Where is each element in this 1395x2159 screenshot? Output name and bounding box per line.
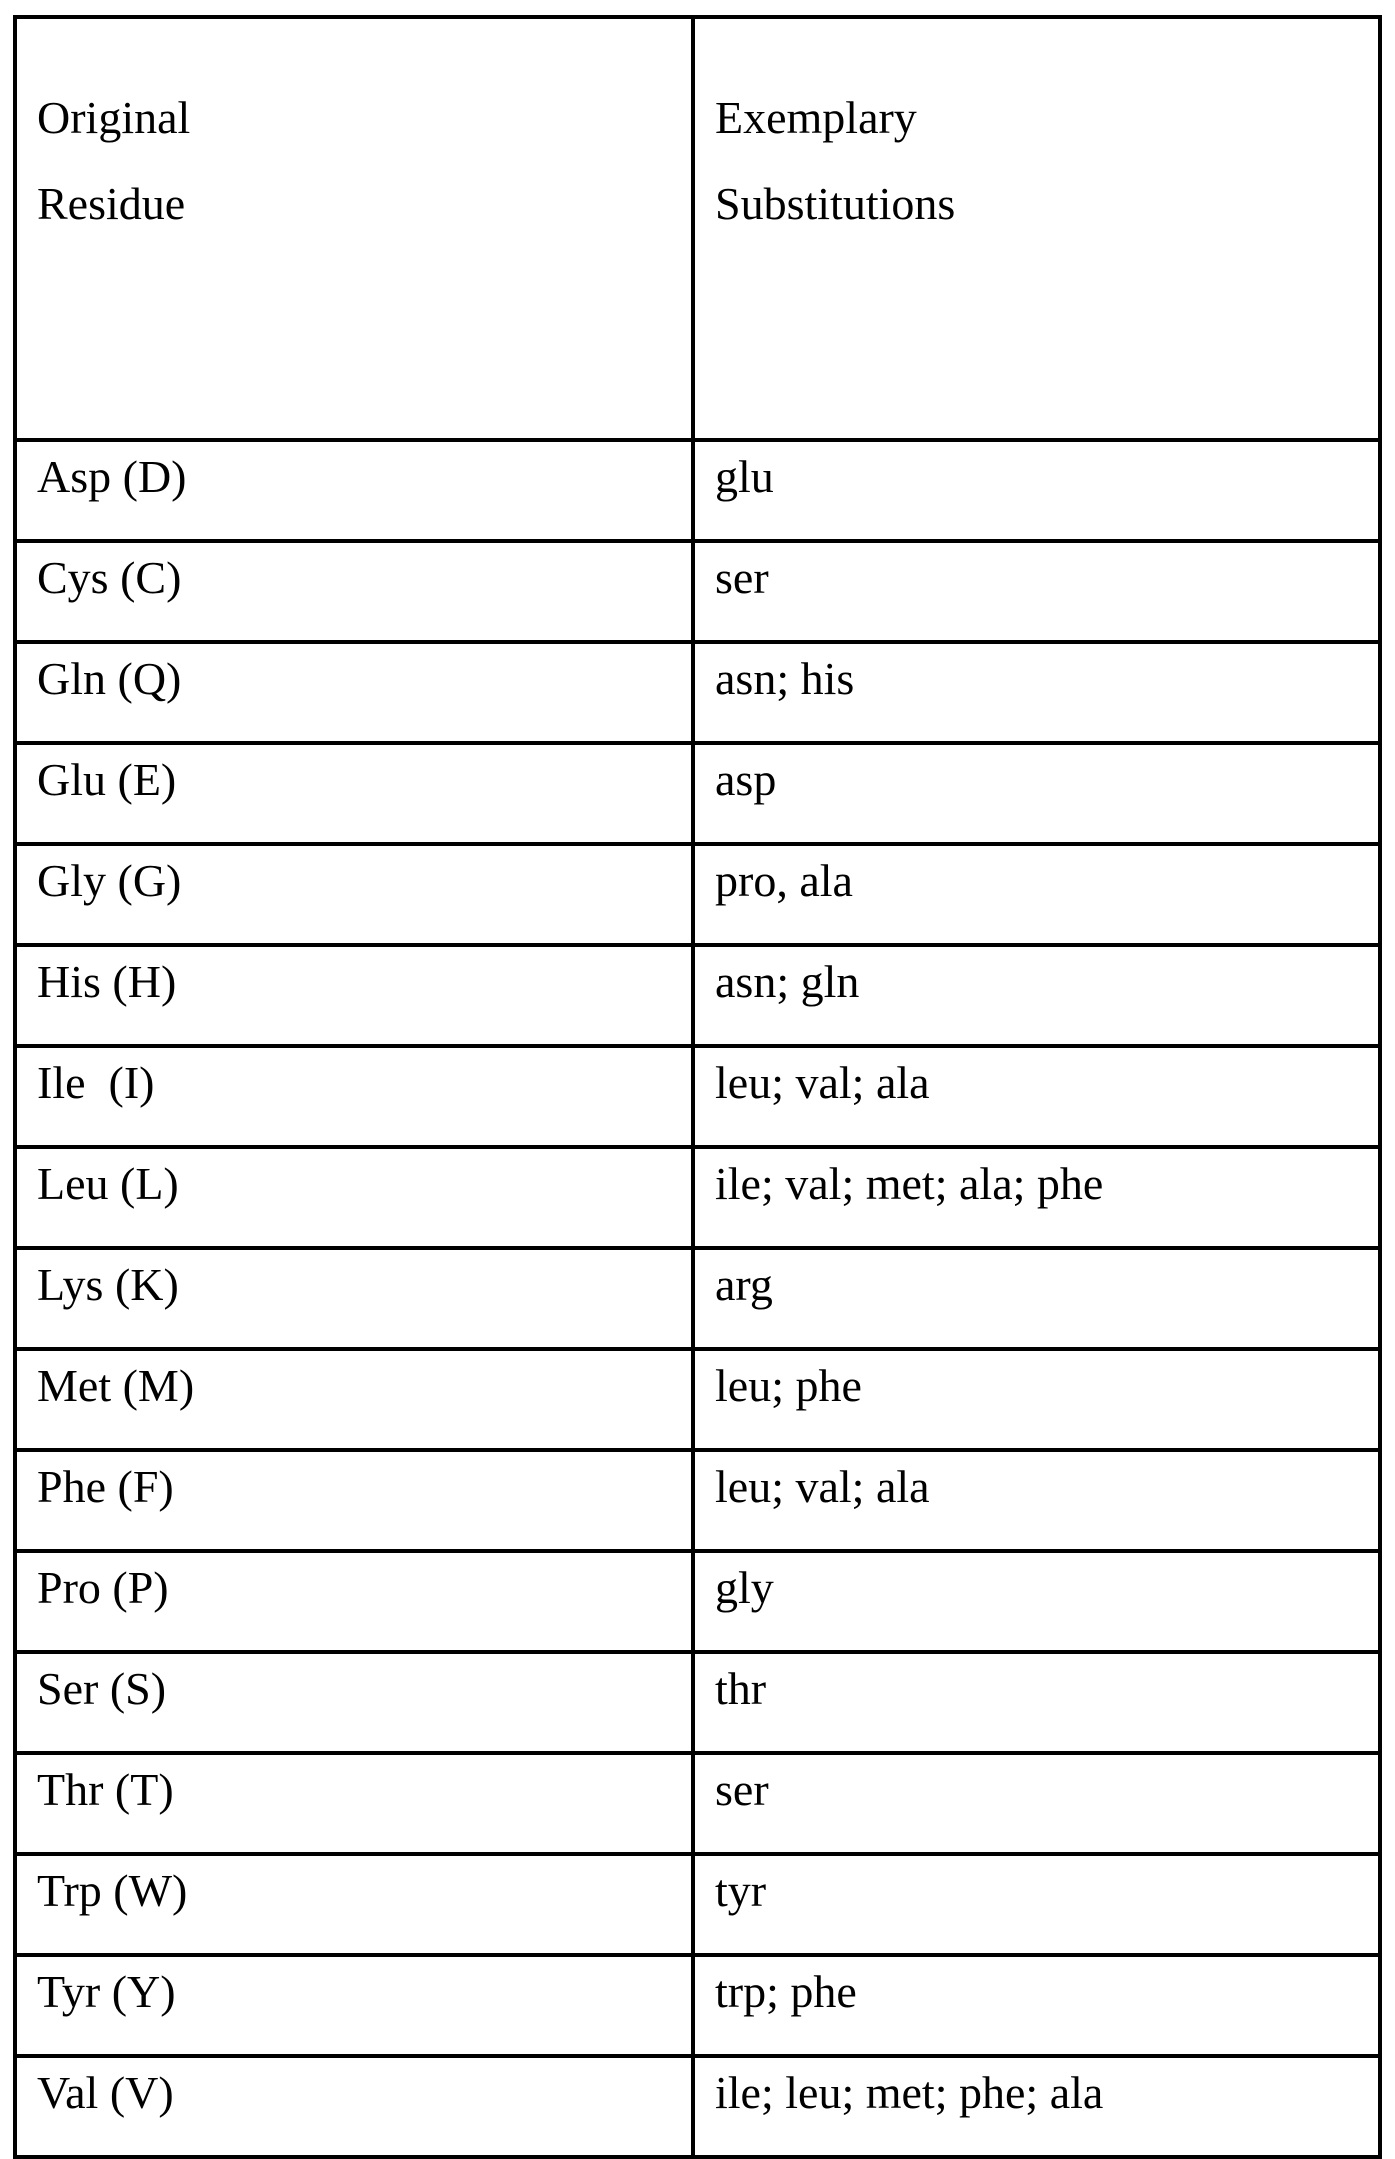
substitutions-cell: gly <box>693 1551 1380 1652</box>
header-text-line: Exemplary <box>715 92 917 143</box>
table-row <box>15 1147 1380 1248</box>
table-row <box>15 1652 1380 1753</box>
header-text-line: Original <box>37 92 191 143</box>
original-residue-cell: Phe (F) <box>15 1450 693 1551</box>
substitutions-cell: pro, ala <box>693 844 1380 945</box>
substitutions-cell: asp <box>693 743 1380 844</box>
header-text-line: Substitutions <box>715 178 956 229</box>
table-row <box>15 1450 1380 1551</box>
original-residue-cell: Gly (G) <box>15 844 693 945</box>
substitutions-cell: thr <box>693 1652 1380 1753</box>
original-residue-cell: Gln (Q) <box>15 642 693 743</box>
table-row <box>15 1046 1380 1147</box>
table-row <box>15 1854 1380 1955</box>
table-row <box>15 1349 1380 1450</box>
table-row <box>15 440 1380 541</box>
substitutions-cell: leu; val; ala <box>693 1046 1380 1147</box>
original-residue-cell: Thr (T) <box>15 1753 693 1854</box>
original-residue-cell: Asp (D) <box>15 440 693 541</box>
substitutions-cell: leu; phe <box>693 1349 1380 1450</box>
original-residue-cell: Ser (S) <box>15 1652 693 1753</box>
table-row <box>15 1753 1380 1854</box>
original-residue-cell: Ile (I) <box>15 1046 693 1147</box>
substitutions-cell: ser <box>693 1753 1380 1854</box>
original-residue-cell: Val (V) <box>15 2056 693 2157</box>
table-row <box>15 844 1380 945</box>
original-residue-cell: His (H) <box>15 945 693 1046</box>
original-residue-cell: Pro (P) <box>15 1551 693 1652</box>
header-text-line: Residue <box>37 178 186 229</box>
substitutions-cell: asn; his <box>693 642 1380 743</box>
table-row <box>15 2056 1380 2157</box>
table-header-row <box>15 17 1380 440</box>
table-row <box>15 541 1380 642</box>
table-row <box>15 1955 1380 2056</box>
substitutions-cell: asn; gln <box>693 945 1380 1046</box>
substitutions-cell: glu <box>693 440 1380 541</box>
header-exemplary-substitutions <box>693 17 1380 440</box>
substitutions-cell: trp; phe <box>693 1955 1380 2056</box>
original-residue-cell: Met (M) <box>15 1349 693 1450</box>
table-row <box>15 1551 1380 1652</box>
substitutions-cell: ile; leu; met; phe; ala <box>693 2056 1380 2157</box>
original-residue-cell: Leu (L) <box>15 1147 693 1248</box>
original-residue-cell: Glu (E) <box>15 743 693 844</box>
substitutions-cell: ser <box>693 541 1380 642</box>
table-row <box>15 743 1380 844</box>
original-residue-cell: Tyr (Y) <box>15 1955 693 2056</box>
original-residue-cell: Trp (W) <box>15 1854 693 1955</box>
substitutions-cell: ile; val; met; ala; phe <box>693 1147 1380 1248</box>
substitutions-cell: leu; val; ala <box>693 1450 1380 1551</box>
original-residue-cell: Lys (K) <box>15 1248 693 1349</box>
original-residue-cell: Cys (C) <box>15 541 693 642</box>
header-original-residue <box>15 17 693 440</box>
table-row <box>15 642 1380 743</box>
substitutions-cell: tyr <box>693 1854 1380 1955</box>
table-row <box>15 945 1380 1046</box>
table-row <box>15 1248 1380 1349</box>
substitutions-cell: arg <box>693 1248 1380 1349</box>
amino-acid-substitution-table <box>13 15 1382 2159</box>
